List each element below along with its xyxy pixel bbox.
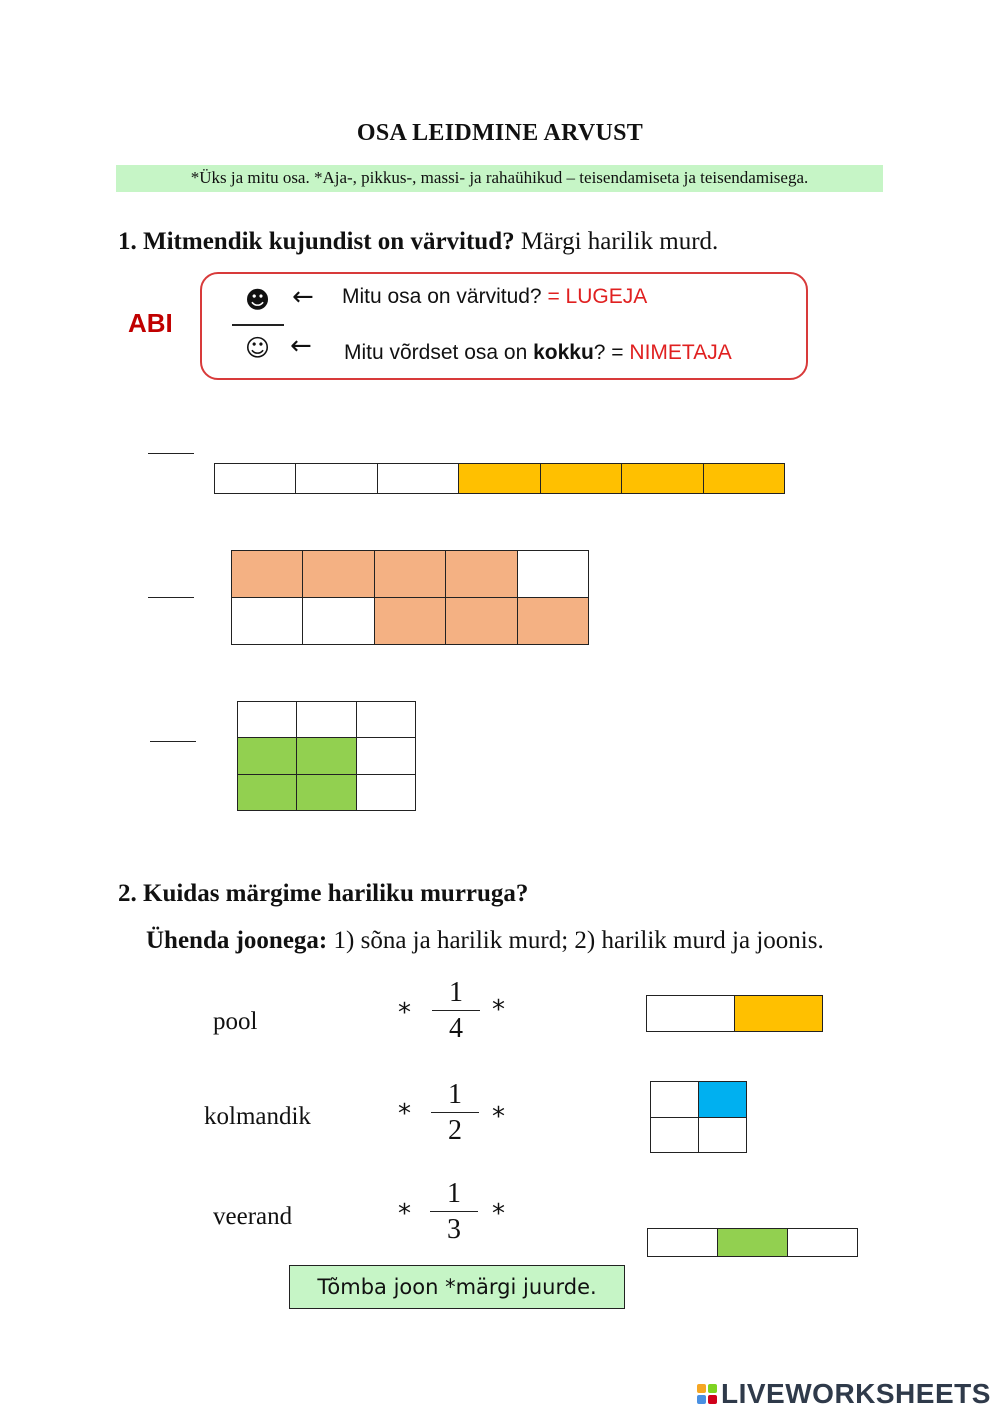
match-point-left[interactable]: *: [398, 998, 411, 1028]
shaded-cell: [238, 775, 297, 811]
task1-heading: [118, 228, 718, 256]
match-shape-square: [650, 1081, 747, 1153]
brand-text: LIVEWORKSHEETS: [721, 1378, 991, 1409]
match-shape-strip: [647, 1228, 858, 1257]
liveworksheets-logo: [697, 1378, 991, 1410]
match-point-right[interactable]: *: [492, 1199, 505, 1229]
empty-cell: [296, 464, 377, 494]
numerator-question: Mitu osa on värvitud?: [342, 285, 548, 308]
numerator-hint: [342, 285, 647, 309]
denominator-keyword: kokku: [533, 341, 594, 364]
match-shape-bar: [646, 995, 823, 1032]
empty-cell: [647, 996, 735, 1032]
shaded-cell: [297, 738, 356, 774]
empty-cell: [238, 702, 297, 738]
task2-instruction-rest: 1) sõna ja harilik murd; 2) harilik murd ja joonis.: [327, 927, 824, 954]
answer-blank-2[interactable]: [148, 597, 194, 598]
arrow-left-icon: ←: [290, 331, 312, 361]
empty-cell: [648, 1229, 718, 1257]
empty-cell: [357, 738, 416, 774]
shaded-cell: [297, 775, 356, 811]
shaded-cell: [375, 598, 446, 645]
denominator-hint: [344, 341, 732, 365]
empty-cell: [651, 1082, 699, 1118]
empty-cell: [699, 1118, 747, 1154]
shaded-cell: [622, 464, 703, 494]
logo-icon: [697, 1384, 717, 1404]
fraction: [432, 978, 480, 1044]
shaded-cell: [704, 464, 785, 494]
fraction-numerator: 1: [447, 1178, 461, 1209]
match-point-right[interactable]: *: [492, 1102, 505, 1132]
fraction-bar: [431, 1112, 479, 1113]
shaded-cell: [718, 1229, 788, 1257]
word-item: kolmandik: [204, 1103, 311, 1130]
task2-instruction-bold: Ühenda joonega:: [146, 927, 328, 954]
help-label: ABI: [128, 308, 173, 338]
shaded-cell: [541, 464, 622, 494]
fraction-denominator: 4: [449, 1013, 463, 1044]
filled-smiley-icon: ☻: [245, 286, 271, 314]
task2-instruction: [146, 927, 824, 955]
fraction-numerator: 1: [449, 977, 463, 1008]
fraction: [431, 1080, 479, 1146]
instruction-box: Tõmba joon *märgi juurde.: [289, 1265, 625, 1309]
task1-instruction: Märgi harilik murd.: [514, 228, 719, 255]
match-point-left[interactable]: *: [398, 1199, 411, 1229]
answer-blank-3[interactable]: [150, 741, 196, 742]
fraction: [430, 1179, 478, 1245]
fraction-bar: [232, 324, 284, 326]
shaded-cell: [735, 996, 823, 1032]
page-title: OSA LEIDMINE ARVUST: [356, 120, 644, 146]
fraction-shape-bar: [214, 463, 785, 494]
shaded-cell: [518, 598, 589, 645]
fraction-bar: [430, 1211, 478, 1212]
denominator-question-start: Mitu võrdset osa on: [344, 341, 534, 364]
answer-blank-1[interactable]: [148, 453, 194, 454]
denominator-question-end: ? =: [593, 341, 630, 364]
task1-question: 1. Mitmendik kujundist on värvitud?: [118, 228, 515, 255]
empty-cell: [788, 1229, 858, 1257]
shaded-cell: [232, 551, 303, 598]
empty-cell: [215, 464, 296, 494]
empty-cell: [232, 598, 303, 645]
word-item: pool: [213, 1008, 258, 1035]
empty-cell: [357, 775, 416, 811]
empty-cell: [651, 1118, 699, 1154]
smiley-icon: ☺: [245, 334, 271, 362]
task2-heading: [118, 880, 528, 908]
fraction-shape-rectangle: [231, 550, 589, 645]
fraction-denominator: 2: [448, 1115, 462, 1146]
fraction-numerator: 1: [448, 1079, 462, 1110]
shaded-cell: [459, 464, 540, 494]
empty-cell: [518, 551, 589, 598]
empty-cell: [297, 702, 356, 738]
empty-cell: [378, 464, 459, 494]
shaded-cell: [238, 738, 297, 774]
arrow-left-icon: ←: [292, 282, 314, 312]
word-item: veerand: [213, 1203, 293, 1230]
shaded-cell: [446, 598, 517, 645]
match-point-right[interactable]: *: [492, 995, 505, 1025]
shaded-cell: [699, 1082, 747, 1118]
page-subtitle: *Üks ja mitu osa. *Aja-, pikkus-, massi- ja rahaühikud – teisendamiseta ja teisendamisega.: [190, 168, 809, 187]
fraction-bar: [432, 1010, 480, 1011]
empty-cell: [357, 702, 416, 738]
shaded-cell: [446, 551, 517, 598]
fraction-denominator: 3: [447, 1214, 461, 1245]
fraction-shape-square: [237, 701, 416, 811]
shaded-cell: [303, 551, 374, 598]
task2-question: 2. Kuidas märgime hariliku murruga?: [118, 880, 529, 907]
match-point-left[interactable]: *: [398, 1099, 411, 1129]
numerator-term: = LUGEJA: [547, 285, 648, 308]
denominator-term: NIMETAJA: [629, 341, 732, 364]
shaded-cell: [375, 551, 446, 598]
empty-cell: [303, 598, 374, 645]
